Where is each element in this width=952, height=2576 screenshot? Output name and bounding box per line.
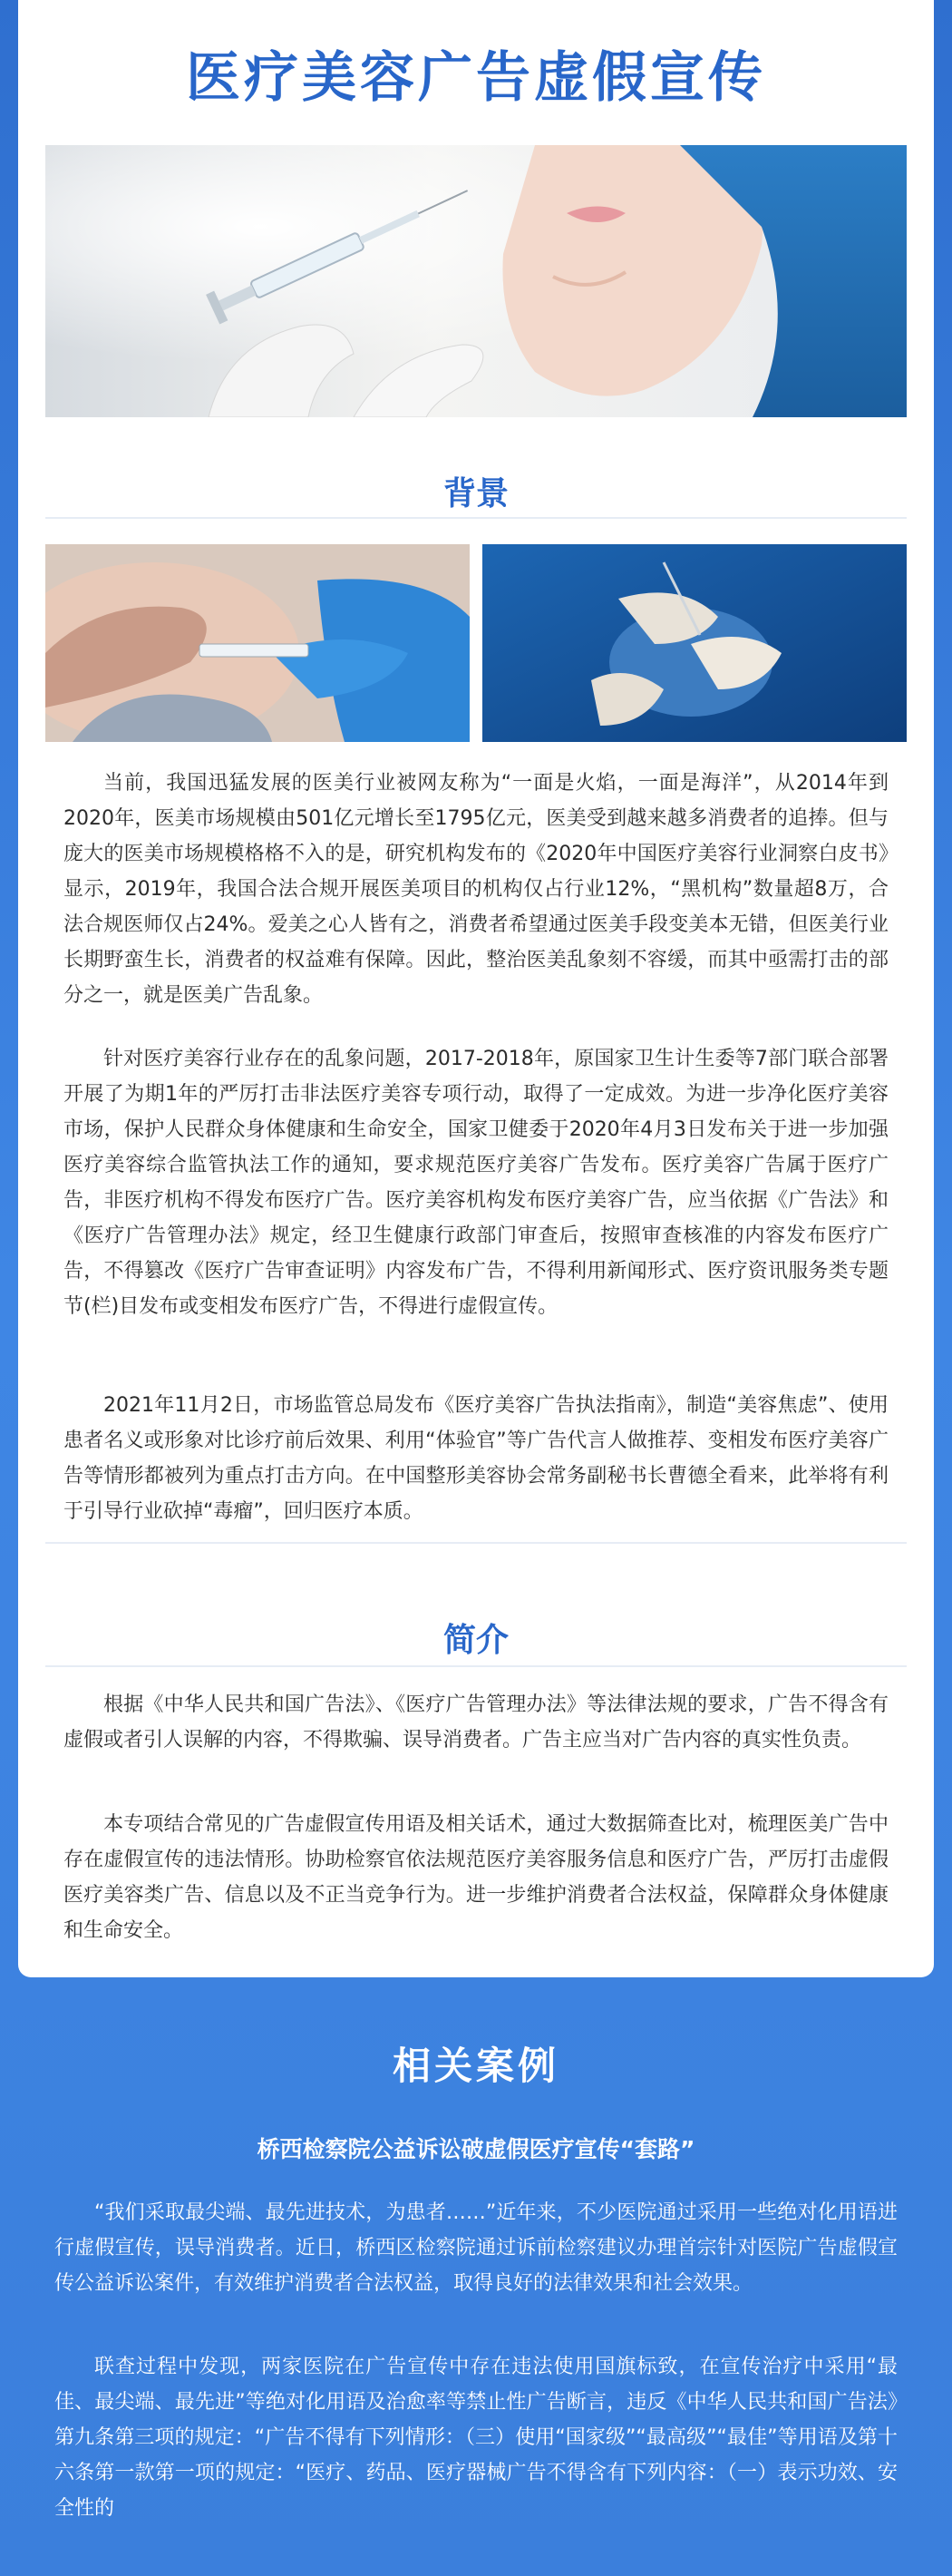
case-paragraph-1: “我们采取最尖端、最先进技术，为患者……”近年来，不少医院通过采用一些绝对化用语进行虚假宣传，误导消费者。近日，桥西区检察院通过诉前检察建议办理首宗针对医院广告虚假宣传公益诉讼案件，有效维护消费者合法权益，取得良好的法律效果和社会效果。 [54, 2201, 898, 2295]
photo-surgery [482, 544, 907, 742]
section-title-intro: 简介 [442, 1622, 509, 1659]
divider [45, 1665, 907, 1667]
section-title-cases: 相关案例 [392, 2044, 559, 2088]
intro-paragraph-2: 本专项结合常见的广告虚假宣传用语及相关话术，通过大数据筛查比对，梳理医美广告中存在虚假宣传的违法情形。协助检察官依法规范医疗美容服务信息和医疗广告，严厉打击虚假医疗美容类广告、信息以及不正当竞争行为。进一步维护消费者合法权益，保障群众身体健康和生命安全。 [63, 1813, 889, 1942]
divider [45, 1542, 907, 1544]
page-title: 医疗美容广告虚假宣传 [186, 46, 766, 110]
background-paragraph-1: 当前，我国迅猛发展的医美行业被网友称为“一面是火焰，一面是海洋”，从2014年到2020年，医美市场规模由501亿元增长至1795亿元，医美受到越来越多消费者的追捧。但与庞大的医美市场规模格格不入的是，研究机构发布的《2020年中国医疗美容行业洞察白皮书》显示，2019年，我国合法合规开展医美项目的机构仅占行业12%，“黑机构”数量超8万，合法合规医师仅占24%。爱美之心人皆有之，消费者希望通过医美手段变美本无错，但医美行业长期野蛮生长，消费者的权益难有保障。因此，整治医美乱象刻不容缓，而其中亟需打击的部分之一，就是医美广告乱象。 [63, 772, 889, 1007]
intro-paragraph-1: 根据《中华人民共和国广告法》、《医疗广告管理办法》等法律法规的要求，广告不得含有虚假或者引人误解的内容，不得欺骗、误导消费者。广告主应当对广告内容的真实性负责。 [63, 1693, 889, 1751]
case-title: 桥西检察院公益诉讼破虚假医疗宣传“套路” [257, 2136, 695, 2162]
background-paragraph-3: 2021年11月2日，市场监管总局发布《医疗美容广告执法指南》，制造“美容焦虑”、使用患者名义或形象对比诊疗前后效果、利用“体验官”等广告代言人做推荐、变相发布医疗美容广告等情形都被列为重点打击方向。在中国整形美容协会常务副秘书长曹德全看来，此举将有利于引导行业砍掉“毒瘤”，回归医疗本质。 [63, 1394, 889, 1523]
case-paragraph-2: 联查过程中发现，两家医院在广告宣传中存在违法使用国旗标致，在宣传治疗中采用“最佳、最尖端、最先进”等绝对化用语及治愈率等禁止性广告断言，违反《中华人民共和国广告法》第九条第三项的规定：“广告不得有下列情形：（三）使用“国家级”“最高级”“最佳”等用语及第十六条第一款第一项的规定：“医疗、药品、医疗器械广告不得含有下列内容：（一）表示功效、安全性的 [54, 2356, 898, 2520]
photo-injection [45, 544, 470, 742]
hero-image [45, 145, 907, 417]
section-title-background: 背景 [442, 475, 509, 512]
divider [45, 517, 907, 519]
background-paragraph-2: 针对医疗美容行业存在的乱象问题，2017-2018年，原国家卫生计生委等7部门联合部署开展了为期1年的严厉打击非法医疗美容专项行动，取得了一定成效。为进一步净化医疗美容市场，保护人民群众身体健康和生命安全，国家卫健委于2020年4月3日发布关于进一步加强医疗美容综合监管执法工作的通知，要求规范医疗美容广告发布。医疗美容广告属于医疗广告，非医疗机构不得发布医疗广告。医疗美容机构发布医疗美容广告，应当依据《广告法》和《医疗广告管理办法》规定，经卫生健康行政部门审查后，按照审查核准的内容发布医疗广告，不得篡改《医疗广告审查证明》内容发布广告，不得利用新闻形式、医疗资讯服务类专题节(栏)目发布或变相发布医疗广告，不得进行虚假宣传。 [63, 1048, 889, 1318]
